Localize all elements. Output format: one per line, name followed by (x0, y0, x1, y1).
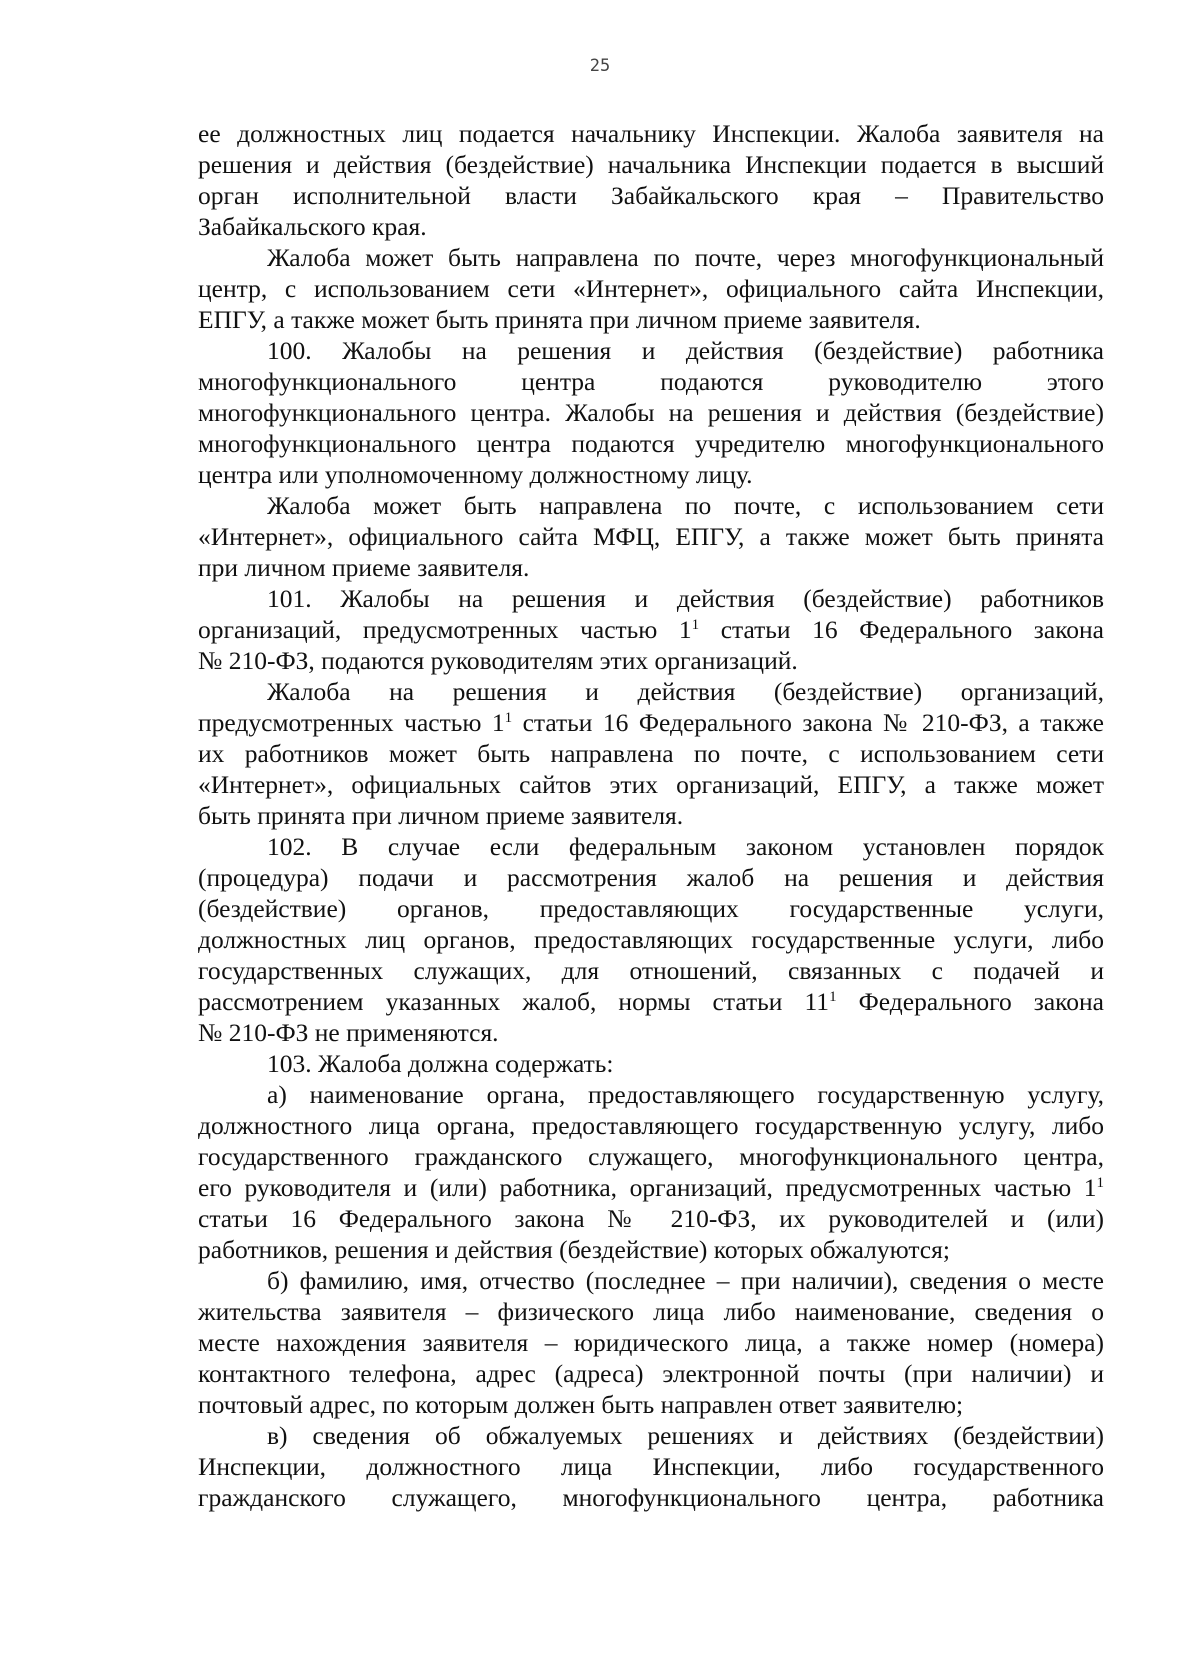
text-line: (процедура) подачи и рассмотрения жалоб на решения и действия (198, 863, 1104, 892)
text-line: Забайкальского края. (198, 212, 427, 241)
text-line: государственных служащих, для отношений, связанных с подачей и (198, 956, 1104, 985)
text-line: решения и действия (бездействие) начальника Инспекции подается в высший (198, 150, 1104, 179)
text-line: в) сведения об обжалуемых решениях и действиях (бездействии) (267, 1421, 1104, 1450)
text-line: а) наименование органа, предоставляющего государственную услугу, (267, 1080, 1104, 1109)
text-line: жительства заявителя – физического лица либо наименование, сведения о (198, 1297, 1104, 1326)
text-line (198, 707, 1104, 738)
text-line: (бездействие) органов, предоставляющих государственные услуги, (198, 894, 1104, 923)
text-line (198, 614, 1104, 645)
text-line: Инспекции, должностного лица Инспекции, либо государственного (198, 1452, 1104, 1481)
superscript: 1 (829, 989, 837, 1005)
text-segment: организаций, предусмотренных частью 1 (198, 615, 692, 644)
text-line: «Интернет», официальных сайтов этих организаций, ЕПГУ, а также может (198, 770, 1104, 799)
text-segment: рассмотрением указанных жалоб, нормы статьи 11 (198, 987, 830, 1016)
text-segment: статьи 16 Федерального закона № 210-ФЗ, а также (512, 708, 1104, 737)
superscript: 1 (1096, 1175, 1104, 1191)
text-line: многофункционального центра подаются руководителю этого (198, 367, 1104, 396)
text-line: центра или уполномоченному должностному лицу. (198, 460, 753, 489)
text-line: орган исполнительной власти Забайкальского края – Правительство (198, 181, 1104, 210)
text-line: Жалоба может быть направлена по почте, через многофункциональный (267, 243, 1104, 272)
text-line: центр, с использованием сети «Интернет», официального сайта Инспекции, (198, 274, 1104, 303)
text-line: ее должностных лиц подается начальнику Инспекции. Жалоба заявителя на (198, 119, 1104, 148)
text-line: почтовый адрес, по которым должен быть направлен ответ заявителю; (198, 1390, 964, 1419)
page-number: 25 (589, 56, 611, 76)
text-line: б) фамилию, имя, отчество (последнее – при наличии), сведения о месте (267, 1266, 1104, 1295)
superscript: 1 (691, 617, 700, 633)
text-segment: 101. Жалобы на решения и действия (бездействие) работников (267, 584, 1104, 613)
superscript: 1 (504, 710, 513, 726)
text-line (198, 1172, 1104, 1203)
text-line: быть принята при личном приеме заявителя. (198, 801, 684, 830)
text-line: № 210-ФЗ, подаются руководителям этих организаций. (198, 646, 798, 675)
text-line: их работников может быть направлена по почте, с использованием сети (198, 739, 1104, 768)
text-line: многофункционального центра. Жалобы на решения и действия (бездействие) (198, 398, 1104, 427)
text-line: «Интернет», официального сайта МФЦ, ЕПГУ, а также может быть принята (198, 522, 1104, 551)
text-line: 103. Жалоба должна содержать: (267, 1049, 614, 1078)
text-line: статьи 16 Федерального закона № 210-ФЗ, их руководителей и (или) (198, 1204, 1104, 1233)
text-line: 102. В случае если федеральным законом установлен порядок (267, 832, 1104, 861)
text-line: работников, решения и действия (бездействие) которых обжалуются; (198, 1235, 950, 1264)
text-line: гражданского служащего, многофункционального центра, работника (198, 1483, 1104, 1512)
text-line: Жалоба на решения и действия (бездействие) организаций, (267, 677, 1104, 706)
text-segment: его руководителя и (или) работника, организаций, предусмотренных частью 1 (198, 1173, 1097, 1202)
document-body (198, 118, 1104, 1513)
text-segment: статьи 16 Федерального закона (699, 615, 1105, 644)
text-line: контактного телефона, адрес (адреса) электронной почты (при наличии) и (198, 1359, 1104, 1388)
text-line: должностных лиц органов, предоставляющих государственные услуги, либо (198, 925, 1104, 954)
text-line: месте нахождения заявителя – юридического лица, а также номер (номера) (198, 1328, 1104, 1357)
text-line: 100. Жалобы на решения и действия (бездействие) работника (267, 336, 1104, 365)
text-segment: предусмотренных частью 1 (198, 708, 505, 737)
text-line: должностного лица органа, предоставляющего государственную услугу, либо (198, 1111, 1104, 1140)
text-line (198, 583, 1104, 614)
text-line: многофункционального центра подаются учредителю многофункционального (198, 429, 1104, 458)
text-line: № 210-ФЗ не применяются. (198, 1018, 499, 1047)
text-segment: Федерального закона (836, 987, 1104, 1016)
text-line: при личном приеме заявителя. (198, 553, 530, 582)
text-line: государственного гражданского служащего, многофункционального центра, (198, 1142, 1104, 1171)
text-line: Жалоба может быть направлена по почте, с использованием сети (267, 491, 1104, 520)
text-line: ЕПГУ, а также может быть принята при личном приеме заявителя. (198, 305, 921, 334)
text-line (198, 986, 1104, 1017)
